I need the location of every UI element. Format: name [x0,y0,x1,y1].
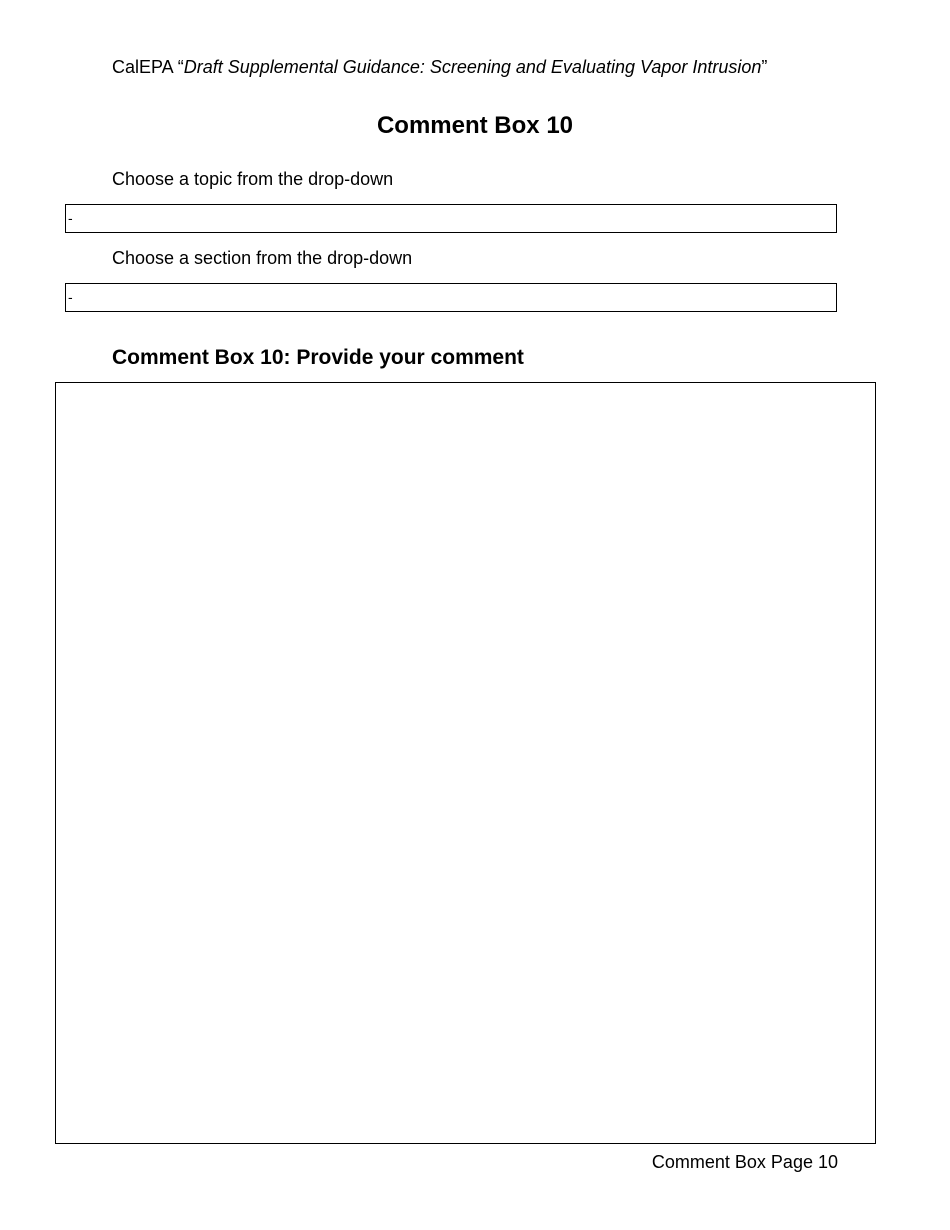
document-header [112,56,767,78]
header-title: Draft Supplemental Guidance: Screening and Evaluating Vapor Intrusion [183,57,762,77]
page-title: Comment Box 10 [376,112,574,139]
header-suffix: ” [761,57,768,77]
topic-dropdown[interactable] [65,204,837,233]
section-dropdown[interactable] [65,283,837,312]
comment-heading: Comment Box 10: Provide your comment [112,346,524,369]
topic-dropdown-value: - [68,210,73,226]
section-label: Choose a section from the drop-down [112,248,413,268]
page-footer: Comment Box Page 10 [651,1152,838,1172]
section-dropdown-value: - [68,289,73,305]
comment-textarea[interactable] [55,382,876,1144]
header-prefix: CalEPA “ [112,57,184,77]
topic-label: Choose a topic from the drop-down [112,169,394,189]
